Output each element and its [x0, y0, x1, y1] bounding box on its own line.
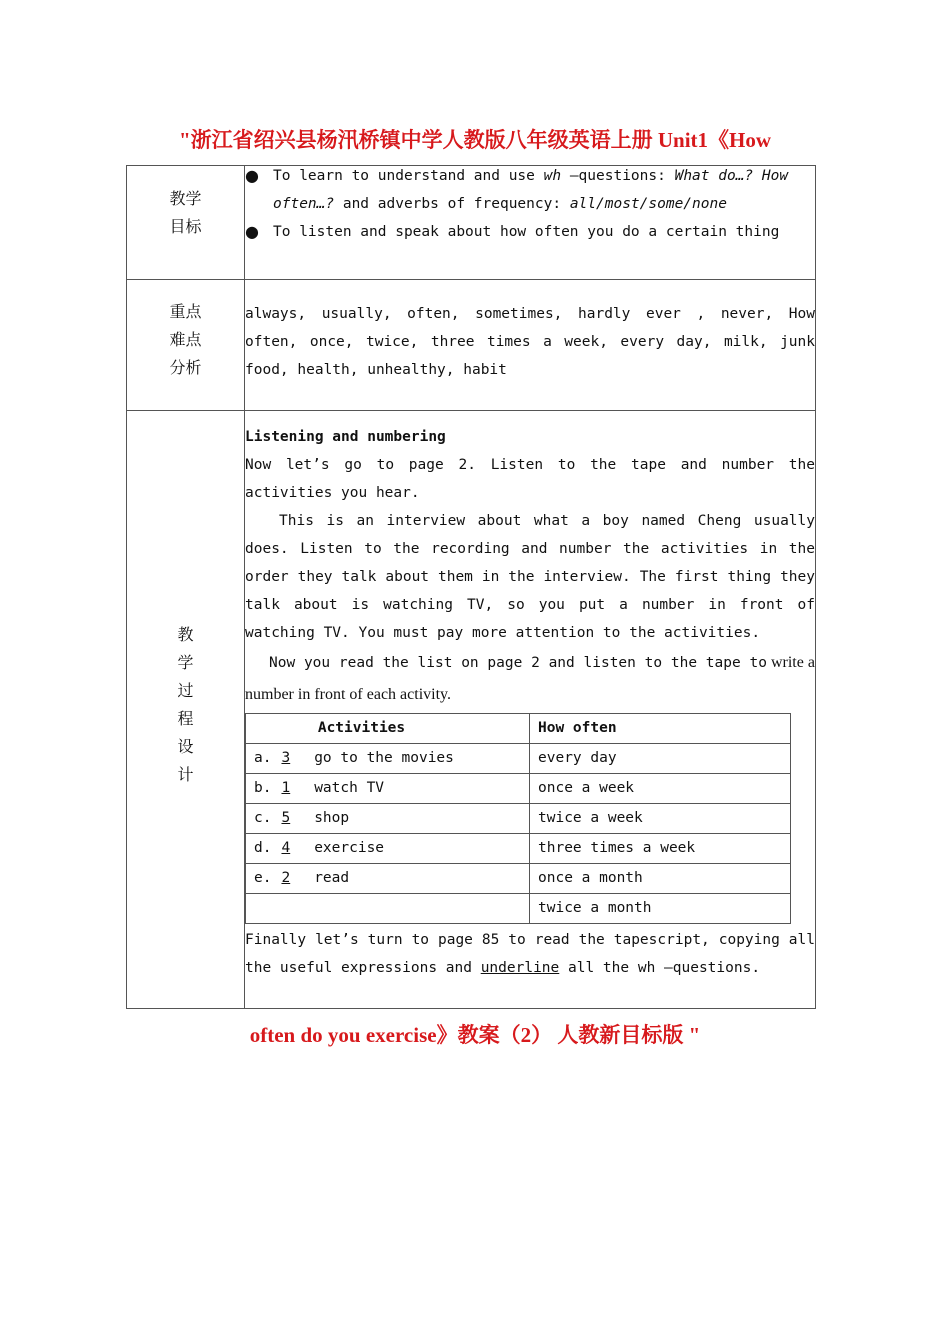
activity-name: shop [314, 810, 350, 826]
activity-row [246, 834, 791, 864]
lesson-plan-table [126, 165, 816, 1009]
activity-cell [246, 864, 530, 894]
activity-letter: c. [254, 810, 272, 826]
process-para-2: This is an interview about what a boy named Cheng usually does. Listen to the recording and number the activities in the order they talk about them in the interview. The first thing they talk about is watching TV, so you put a number in front of watching TV. You must pay more attention to the activities. [245, 513, 815, 641]
activity-name: go to the movies [314, 750, 454, 766]
activity-name: exercise [314, 840, 385, 856]
frequency-cell: once a month [530, 864, 791, 894]
keypoints-row [127, 280, 816, 411]
activity-cell [246, 774, 530, 804]
frequency-cell: once a week [530, 774, 791, 804]
process-label: 教 学 过 程 设 计 [127, 411, 245, 1009]
activity-number: 4 [281, 840, 291, 856]
frequency-cell: every day [530, 744, 791, 774]
activities-header: Activities [246, 714, 530, 744]
activity-row [246, 864, 791, 894]
activity-cell [246, 894, 530, 924]
process-final-para: Finally let’s turn to page 85 to read the tapescript, copying all the useful expressions and underline all the wh –questions. [245, 932, 815, 976]
document-title-bottom: often do you exercise》教案（2） 人教新目标版 " [249, 1023, 701, 1047]
activities-header-row [246, 714, 791, 744]
process-content [245, 411, 816, 1009]
activity-cell [246, 804, 530, 834]
objective-item-1: ● To learn to understand and use wh –questions: What do…? How [245, 162, 815, 190]
frequency-cell: twice a month [530, 894, 791, 924]
process-row [127, 411, 816, 1009]
activity-letter: d. [254, 840, 272, 856]
activity-letter: a. [254, 750, 272, 766]
activity-cell [246, 834, 530, 864]
keypoints-content: always, usually, often, sometimes, hardly ever , never, How often, once, twice, three times a week, every day, milk, junk food, health, unhealthy, habit [245, 280, 816, 411]
activity-cell [246, 744, 530, 774]
objective-item-2: ● To listen and speak about how often you do a certain thing [245, 218, 815, 246]
activity-row [246, 804, 791, 834]
activity-letter: b. [254, 780, 272, 796]
activity-number: 5 [281, 810, 291, 826]
objectives-content [245, 166, 816, 280]
activity-number: 3 [281, 750, 291, 766]
process-heading: Listening and numbering [245, 429, 446, 445]
bullet-icon: ● [245, 222, 259, 241]
process-para-3: Now you read the list on page 2 and listen to the tape to write a number in front of each activity. [245, 654, 815, 703]
objectives-row [127, 166, 816, 280]
keypoints-label: 重点 难点 分析 [127, 280, 245, 411]
activities-table [245, 713, 791, 924]
how-often-header: How often [530, 714, 791, 744]
activity-name: read [314, 870, 350, 886]
document-title-top: "浙江省绍兴县杨汛桥镇中学人教版八年级英语上册 Unit1《How [178, 128, 772, 152]
activity-number: 2 [281, 870, 291, 886]
process-para-1: Now let’s go to page 2. Listen to the tape and number the activities you hear. [245, 457, 815, 501]
frequency-cell: three times a week [530, 834, 791, 864]
activity-name: watch TV [314, 780, 385, 796]
frequency-cell: twice a week [530, 804, 791, 834]
activity-row [246, 744, 791, 774]
activity-row [246, 774, 791, 804]
objectives-label: 教学 目标 [127, 166, 245, 280]
bullet-icon: ● [245, 166, 259, 185]
activity-letter: e. [254, 870, 272, 886]
activity-row [246, 894, 791, 924]
activity-number: 1 [281, 780, 291, 796]
objective-item-1-cont: often…? and adverbs of frequency: all/most/some/none [273, 196, 727, 212]
